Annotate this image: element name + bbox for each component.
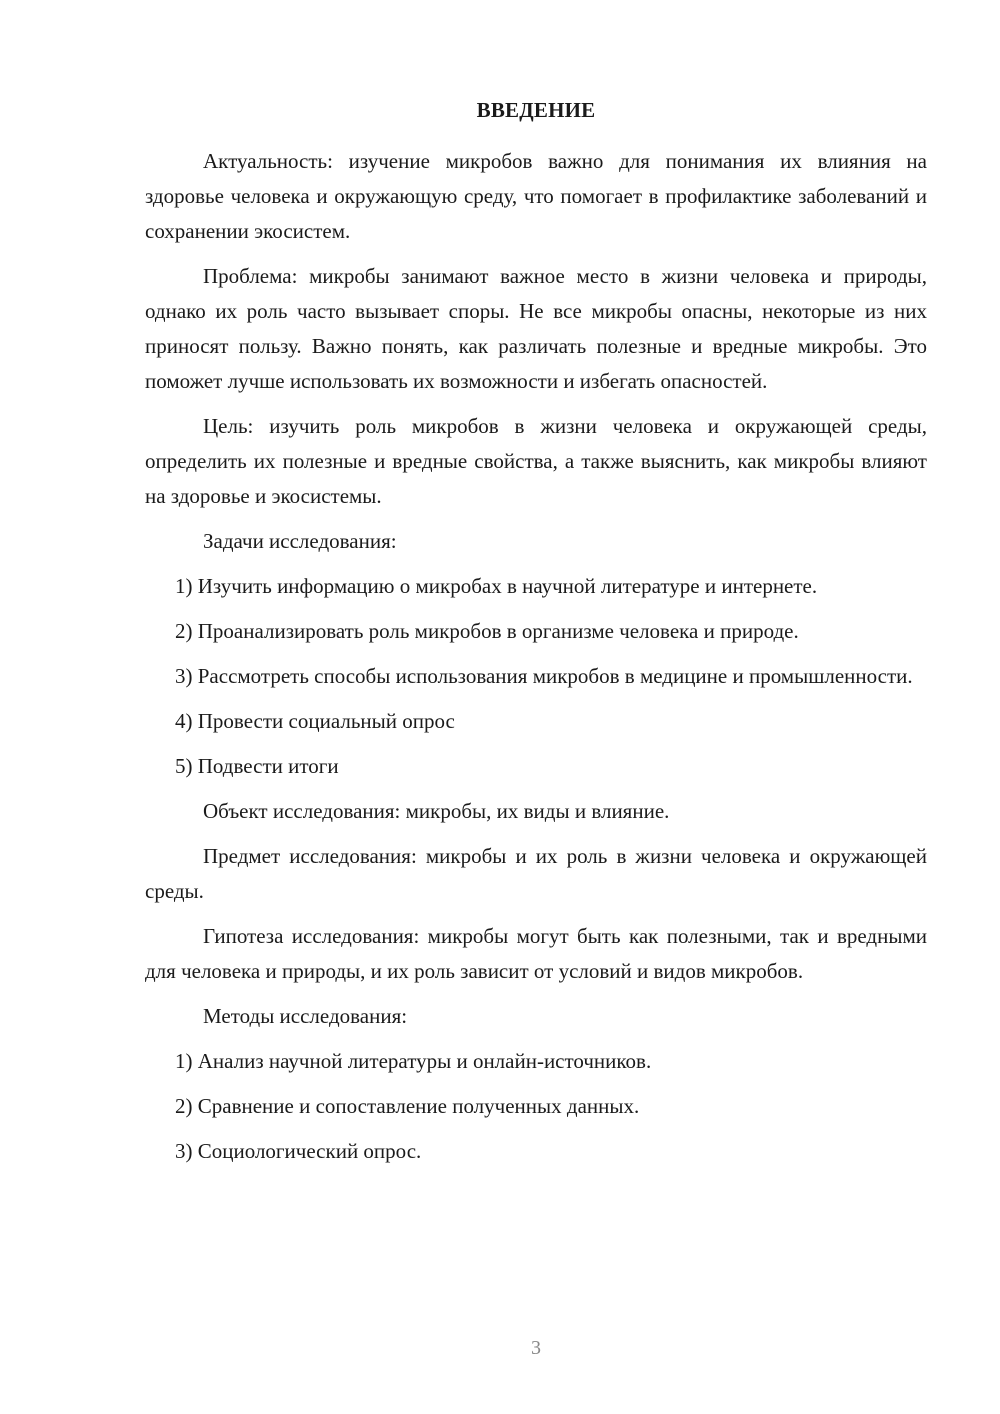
task-item-4: 4) Провести социальный опрос <box>175 709 455 733</box>
page-number: 3 <box>531 1337 541 1359</box>
task-item-1: 1) Изучить информацию о микробах в научной литературе и интернете. <box>175 574 818 598</box>
document-body <box>145 144 927 1179</box>
problem-paragraph: Проблема: микробы занимают важное место в жизни человека и природы, однако их роль часто вызывает споры. Не все микробы опасны, некоторые из них приносят пользу. Важно понять, как различать полезные и вредные микробы. Это поможет лучше использовать их возможности и избегать опасностей. <box>145 264 927 393</box>
task-item-3: 3) Рассмотреть способы использования микробов в медицине и промышленности. <box>175 664 913 688</box>
goal-paragraph: Цель: изучить роль микробов в жизни человека и окружающей среды, определить их полезные и вредные свойства, а также выяснить, как микробы влияют на здоровье и экосистемы. <box>145 414 927 508</box>
methods-heading: Методы исследования: <box>203 1004 408 1028</box>
method-item-3: 3) Социологический опрос. <box>175 1139 422 1163</box>
task-item-5: 5) Подвести итоги <box>175 754 339 778</box>
tasks-heading: Задачи исследования: <box>203 529 397 553</box>
task-item-2: 2) Проанализировать роль микробов в организме человека и природе. <box>175 619 799 643</box>
method-item-1: 1) Анализ научной литературы и онлайн-источников. <box>175 1049 652 1073</box>
page-title: ВВЕДЕНИЕ <box>476 98 596 122</box>
subject-paragraph: Предмет исследования: микробы и их роль в жизни человека и окружающей среды. <box>145 844 927 903</box>
relevance-paragraph: Актуальность: изучение микробов важно для понимания их влияния на здоровье человека и окружающую среду, что помогает в профилактике заболеваний и сохранении экосистем. <box>145 149 927 243</box>
method-item-2: 2) Сравнение и сопоставление полученных данных. <box>175 1094 640 1118</box>
hypothesis-paragraph: Гипотеза исследования: микробы могут быть как полезными, так и вредными для человека и природы, и их роль зависит от условий и видов микробов. <box>145 924 927 983</box>
object-paragraph: Объект исследования: микробы, их виды и влияние. <box>203 799 670 823</box>
